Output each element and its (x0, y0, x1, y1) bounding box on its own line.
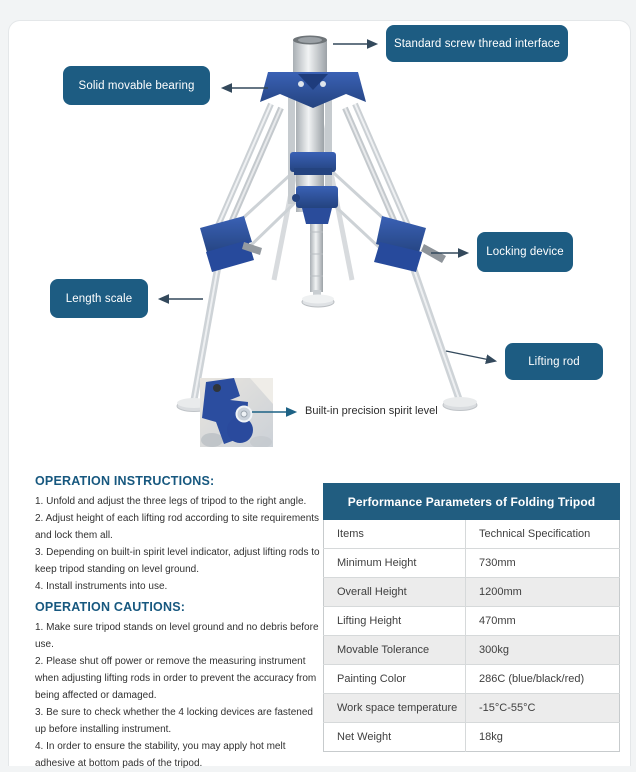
spec-value: 470mm (466, 607, 620, 636)
caution-item: 3. Be sure to check whether the 4 locking devices are fastened up before installing instrument. (35, 707, 313, 735)
operation-cautions-section (35, 600, 325, 772)
caution-item: 4. In order to ensure the stability, you may apply hot melt adhesive at bottom pads of the tripod. (35, 741, 286, 769)
spec-table-header-row (324, 520, 620, 549)
instructions-title: OPERATION INSTRUCTIONS: (35, 474, 215, 488)
table-row (324, 665, 620, 694)
spec-value: 18kg (479, 731, 503, 743)
spec-table-title: Performance Parameters of Folding Tripod (323, 483, 620, 520)
spec-item: Work space temperature (324, 694, 466, 723)
spec-item: Painting Color (324, 665, 466, 694)
callout-screw-interface: Standard screw thread interface (386, 25, 568, 62)
spec-value: 730mm (466, 549, 620, 578)
spec-value: 286C (blue/black/red) (466, 665, 620, 694)
spec-value: 1200mm (466, 578, 620, 607)
table-row (324, 723, 620, 752)
callout-locking-device: Locking device (477, 232, 573, 272)
cautions-title: OPERATION CAUTIONS: (35, 600, 186, 614)
spec-item: Overall Height (324, 578, 466, 607)
callout-length-scale: Length scale (50, 279, 148, 318)
spec-col-items: Items (324, 520, 466, 549)
table-row (324, 636, 620, 665)
table-row (324, 694, 620, 723)
instruction-item: 2. Adjust height of each lifting rod according to site requirements and lock them all. (35, 513, 320, 541)
spec-item: Lifting Height (324, 607, 466, 636)
spec-item: Net Weight (324, 723, 466, 752)
caution-item: 1. Make sure tripod stands on level ground and no debris before use. (35, 622, 319, 650)
spec-value: 300kg (466, 636, 620, 665)
spec-value: -15°C-55°C (466, 694, 620, 723)
spec-col-value: Technical Specification (466, 520, 620, 549)
instruction-item: 1. Unfold and adjust the three legs of tripod to the right angle. (35, 496, 307, 507)
table-row (324, 549, 620, 578)
table-row (324, 607, 620, 636)
instruction-item: 3. Depending on built-in spirit level indicator, adjust lifting rods to keep tripod standing on level ground. (35, 547, 320, 575)
instruction-item: 4. Install instruments into use. (35, 581, 168, 592)
caution-item: 2. Please shut off power or remove the measuring instrument when adjusting lifting rods in order to prevent the accuracy from being affected or damaged. (35, 656, 317, 701)
spec-item: Minimum Height (324, 549, 466, 578)
table-row (324, 578, 620, 607)
spirit-level-inset-photo (200, 378, 273, 447)
spec-table (323, 483, 620, 752)
callout-spirit-level: Built-in precision spirit level (305, 405, 438, 417)
operation-instructions-section (35, 474, 325, 595)
spec-item: Movable Tolerance (324, 636, 466, 665)
callout-bearing: Solid movable bearing (63, 66, 210, 105)
callout-lifting-rod: Lifting rod (505, 343, 603, 380)
